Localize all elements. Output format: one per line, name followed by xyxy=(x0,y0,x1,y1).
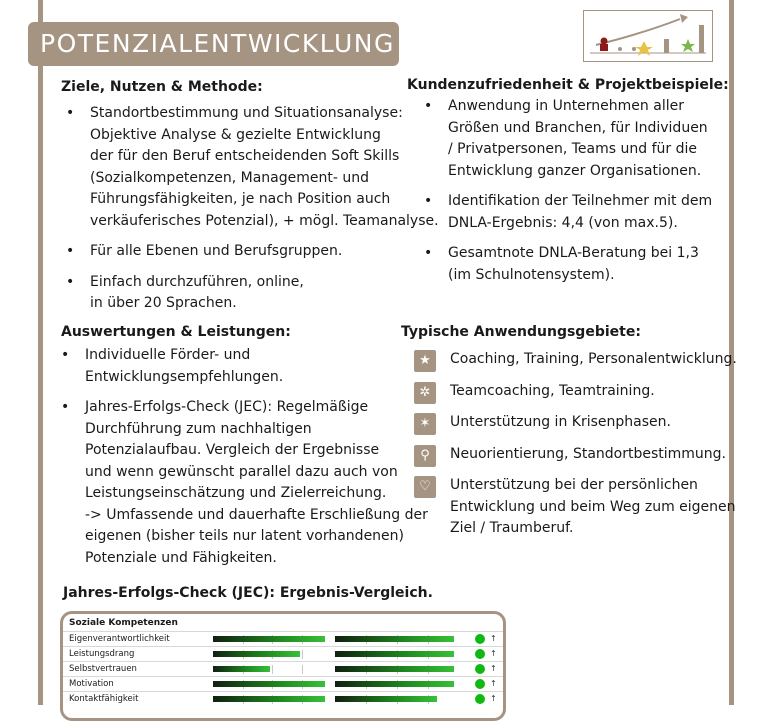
jec-bar-before xyxy=(213,636,325,642)
anwendung-list xyxy=(412,349,737,550)
growth-logo xyxy=(583,10,713,62)
heart-icon: ♡ xyxy=(414,476,436,498)
team-icon: ✲ xyxy=(414,382,436,404)
jec-row xyxy=(63,646,503,662)
crisis-icon: ✶ xyxy=(414,413,436,435)
jec-row-label: Motivation xyxy=(69,679,114,689)
jec-gridline xyxy=(272,665,273,674)
jec-status-dot xyxy=(475,679,485,689)
jec-bar-after-track xyxy=(335,651,459,657)
list-item: • Einfach durchzuführen, online, in über 20 Sprachen. xyxy=(61,272,439,315)
kunden-heading: Kundenzufriedenheit & Projektbeispiele: xyxy=(407,77,729,93)
ziele-heading: Ziele, Nutzen & Methode: xyxy=(61,79,263,95)
jec-trend-arrow: ↑ xyxy=(490,649,497,658)
list-item: ✶ Unterstützung in Krisenphasen. xyxy=(412,412,737,434)
jec-bar-before-track xyxy=(213,681,331,687)
auswertungen-list xyxy=(56,345,428,578)
jec-bar-before-track xyxy=(213,651,331,657)
search-icon: ⚲ xyxy=(414,445,436,467)
jec-bar-before-track xyxy=(213,696,331,702)
jec-gridline xyxy=(302,665,303,674)
list-item: ♡ Unterstützung bei der persönlichen Entwicklung und beim Weg zum eigenen Ziel / Traumberuf. xyxy=(412,475,737,540)
jec-trend-arrow: ↑ xyxy=(490,694,497,703)
jec-bar-before-track xyxy=(213,636,331,642)
list-item: • Gesamtnote DNLA-Beratung bei 1,3 (im Schulnotensystem). xyxy=(419,243,712,286)
jec-row xyxy=(63,631,503,647)
jec-bar-after xyxy=(335,651,454,657)
jec-category: Soziale Kompetenzen xyxy=(69,618,178,628)
list-item: • Anwendung in Unternehmen aller Größen und Branchen, für Individuen / Privatpersonen, Teams und für die Entwicklung ganzer Organisationen. xyxy=(419,96,712,182)
jec-row xyxy=(63,661,503,677)
jec-bar-before xyxy=(213,666,270,672)
auswertungen-heading: Auswertungen & Leistungen: xyxy=(61,324,291,340)
list-item: • Identifikation der Teilnehmer mit dem DNLA-Ergebnis: 4,4 (von max.5). xyxy=(419,191,712,234)
jec-bar-after xyxy=(335,681,454,687)
jec-row-label: Selbstvertrauen xyxy=(69,664,137,674)
jec-status-dot xyxy=(475,664,485,674)
ziele-list xyxy=(61,103,439,324)
list-item: • Individuelle Förder- und Entwicklungsempfehlungen. xyxy=(56,345,428,388)
list-item: ✲ Teamcoaching, Teamtraining. xyxy=(412,381,737,403)
kunden-list xyxy=(419,96,712,295)
jec-row-label: Eigenverantwortlichkeit xyxy=(69,634,170,644)
jec-heading: Jahres-Erfolgs-Check (JEC): Ergebnis-Vergleich. xyxy=(63,585,433,601)
jec-trend-arrow: ↑ xyxy=(490,664,497,673)
list-item: • Standortbestimmung und Situationsanalyse: Objektive Analyse & gezielte Entwicklung der für den Beruf entscheidenden Soft Skills (Sozialkompetenzen, Management- und Führungsfähigkeiten, je nach Position auch verkäuferisches Potenzial), + mögl. Teamanalyse. xyxy=(61,103,439,232)
jec-status-dot xyxy=(475,649,485,659)
page-title: POTENZIALENTWICKLUNG xyxy=(28,22,399,66)
list-item: • Für alle Ebenen und Berufsgruppen. xyxy=(61,241,439,263)
jec-bar-after-track xyxy=(335,696,459,702)
jec-bar-after-track xyxy=(335,636,459,642)
jec-bar-before xyxy=(213,651,300,657)
jec-row-label: Leistungsdrang xyxy=(69,649,135,659)
jec-status-dot xyxy=(475,694,485,704)
list-item: ⚲ Neuorientierung, Standortbestimmung. xyxy=(412,444,737,466)
jec-bar-after-track xyxy=(335,666,459,672)
jec-bar-before xyxy=(213,681,325,687)
left-frame-border xyxy=(38,0,43,705)
anwendung-heading: Typische Anwendungsgebiete: xyxy=(401,324,641,340)
jec-trend-arrow: ↑ xyxy=(490,679,497,688)
list-item: • Jahres-Erfolgs-Check (JEC): Regelmäßige Durchführung zum nachhaltigen Potenzialaufbau. Vergleich der Ergebnisse und wenn gewünscht parallel dazu auch von Leistungseinschätzung und Zielerreichung. -> Umfassende und dauerhafte Erschließung der eigenen (bisher teils nur latent vorhandenen) Potenziale und Fähigkeiten. xyxy=(56,397,428,569)
jec-row xyxy=(63,676,503,692)
jec-gridline xyxy=(302,650,303,659)
list-item: ★ Coaching, Training, Personalentwicklung. xyxy=(412,349,737,371)
jec-status-dot xyxy=(475,634,485,644)
jec-trend-arrow: ↑ xyxy=(490,634,497,643)
jec-bar-after xyxy=(335,636,454,642)
jec-bar-before-track xyxy=(213,666,331,672)
coaching-icon: ★ xyxy=(414,350,436,372)
jec-bar-after xyxy=(335,666,454,672)
jec-bar-after xyxy=(335,696,437,702)
jec-bar-after-track xyxy=(335,681,459,687)
jec-row-label: Kontaktfähigkeit xyxy=(69,694,139,704)
jec-bar-before xyxy=(213,696,325,702)
